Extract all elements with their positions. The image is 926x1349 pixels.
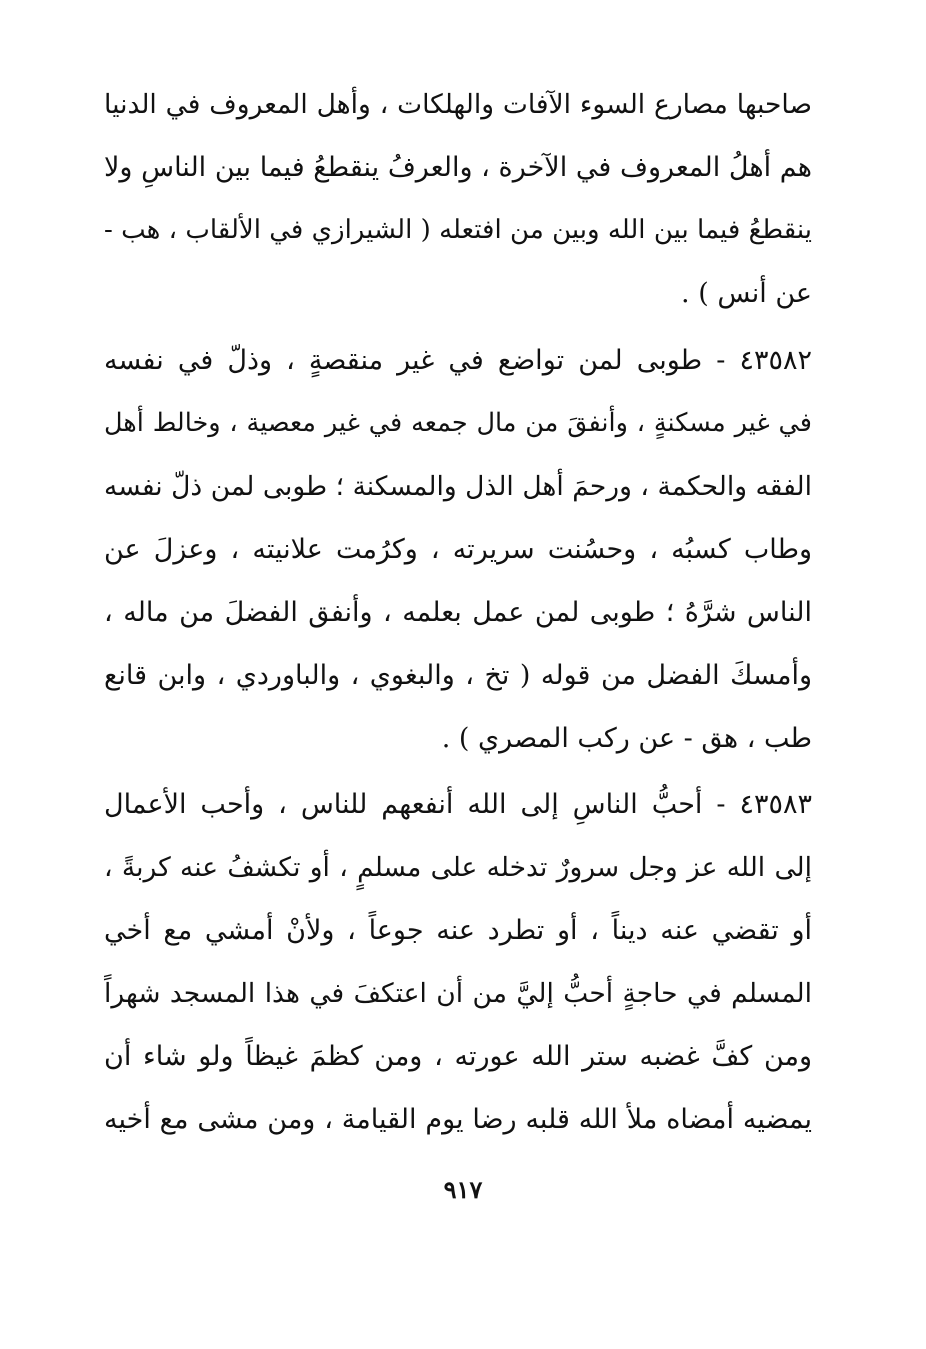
- text-line: وطاب كسبُه ، وحسُنت سريرته ، وكرُمت علانيته ، وعزلَ عن: [104, 534, 812, 565]
- text-line: الفقه والحكمة ، ورحمَ أهل الذل والمسكنة ؛ طوبى لمن ذلّ نفسه: [104, 471, 812, 502]
- text-line: وأمسكَ الفضل من قوله ( تخ ، والبغوي ، والباوردي ، وابن قانع: [104, 660, 812, 691]
- text-line: إلى الله عز وجل سرورٌ تدخله على مسلمٍ ، أو تكشفُ عنه كربةً ،: [104, 852, 812, 883]
- text-line: الناس شرَّهُ ؛ طوبى لمن عمل بعلمه ، وأنفق الفضلَ من ماله ،: [104, 597, 812, 628]
- text-line: أو تقضي عنه ديناً ، أو تطرد عنه جوعاً ، ولأنْ أمشي مع أخي: [104, 915, 812, 946]
- text-line: ومن كفَّ غضبه ستر الله عورته ، ومن كظمَ غيظاً ولو شاء أن: [104, 1041, 812, 1072]
- text-line: ٤٣٥٨٢ - طوبى لمن تواضع في غير منقصةٍ ، وذلّ في نفسه: [104, 345, 812, 376]
- text-line: هم أهلُ المعروف في الآخرة ، والعرفُ ينقطعُ فيما بين الناسِ ولا: [104, 152, 812, 183]
- text-line: طب ، هق - عن ركب المصري ) .: [441, 723, 812, 754]
- text-line: المسلم في حاجةٍ أحبُّ إليَّ من أن اعتكفَ في هذا المسجد شهراً: [104, 978, 812, 1009]
- hadith-43582: [104, 329, 812, 770]
- paragraph-continuation: [104, 73, 812, 325]
- text-line: ينقطعُ فيما بين الله وبين من افتعله ( الشيرازي في الألقاب ، هب -: [104, 215, 812, 245]
- hadith-43583: [104, 773, 812, 1151]
- text-line: يمضيه أمضاه ملأ الله قلبه رضا يوم القيامة ، ومن مشى مع أخيه: [104, 1104, 812, 1135]
- text-line: في غير مسكنةٍ ، وأنفقَ من مال جمعه في غير معصية ، وخالط أهل: [104, 408, 812, 438]
- page-number: ٩١٧: [443, 1175, 483, 1204]
- text-line: صاحبها مصارع السوء الآفات والهلكات ، وأهل المعروف في الدنيا: [104, 89, 812, 120]
- text-line: ٤٣٥٨٣ - أحبُّ الناسِ إلى الله أنفعهم للناس ، وأحب الأعمال: [104, 789, 812, 820]
- text-line: عن أنس ) .: [681, 278, 812, 309]
